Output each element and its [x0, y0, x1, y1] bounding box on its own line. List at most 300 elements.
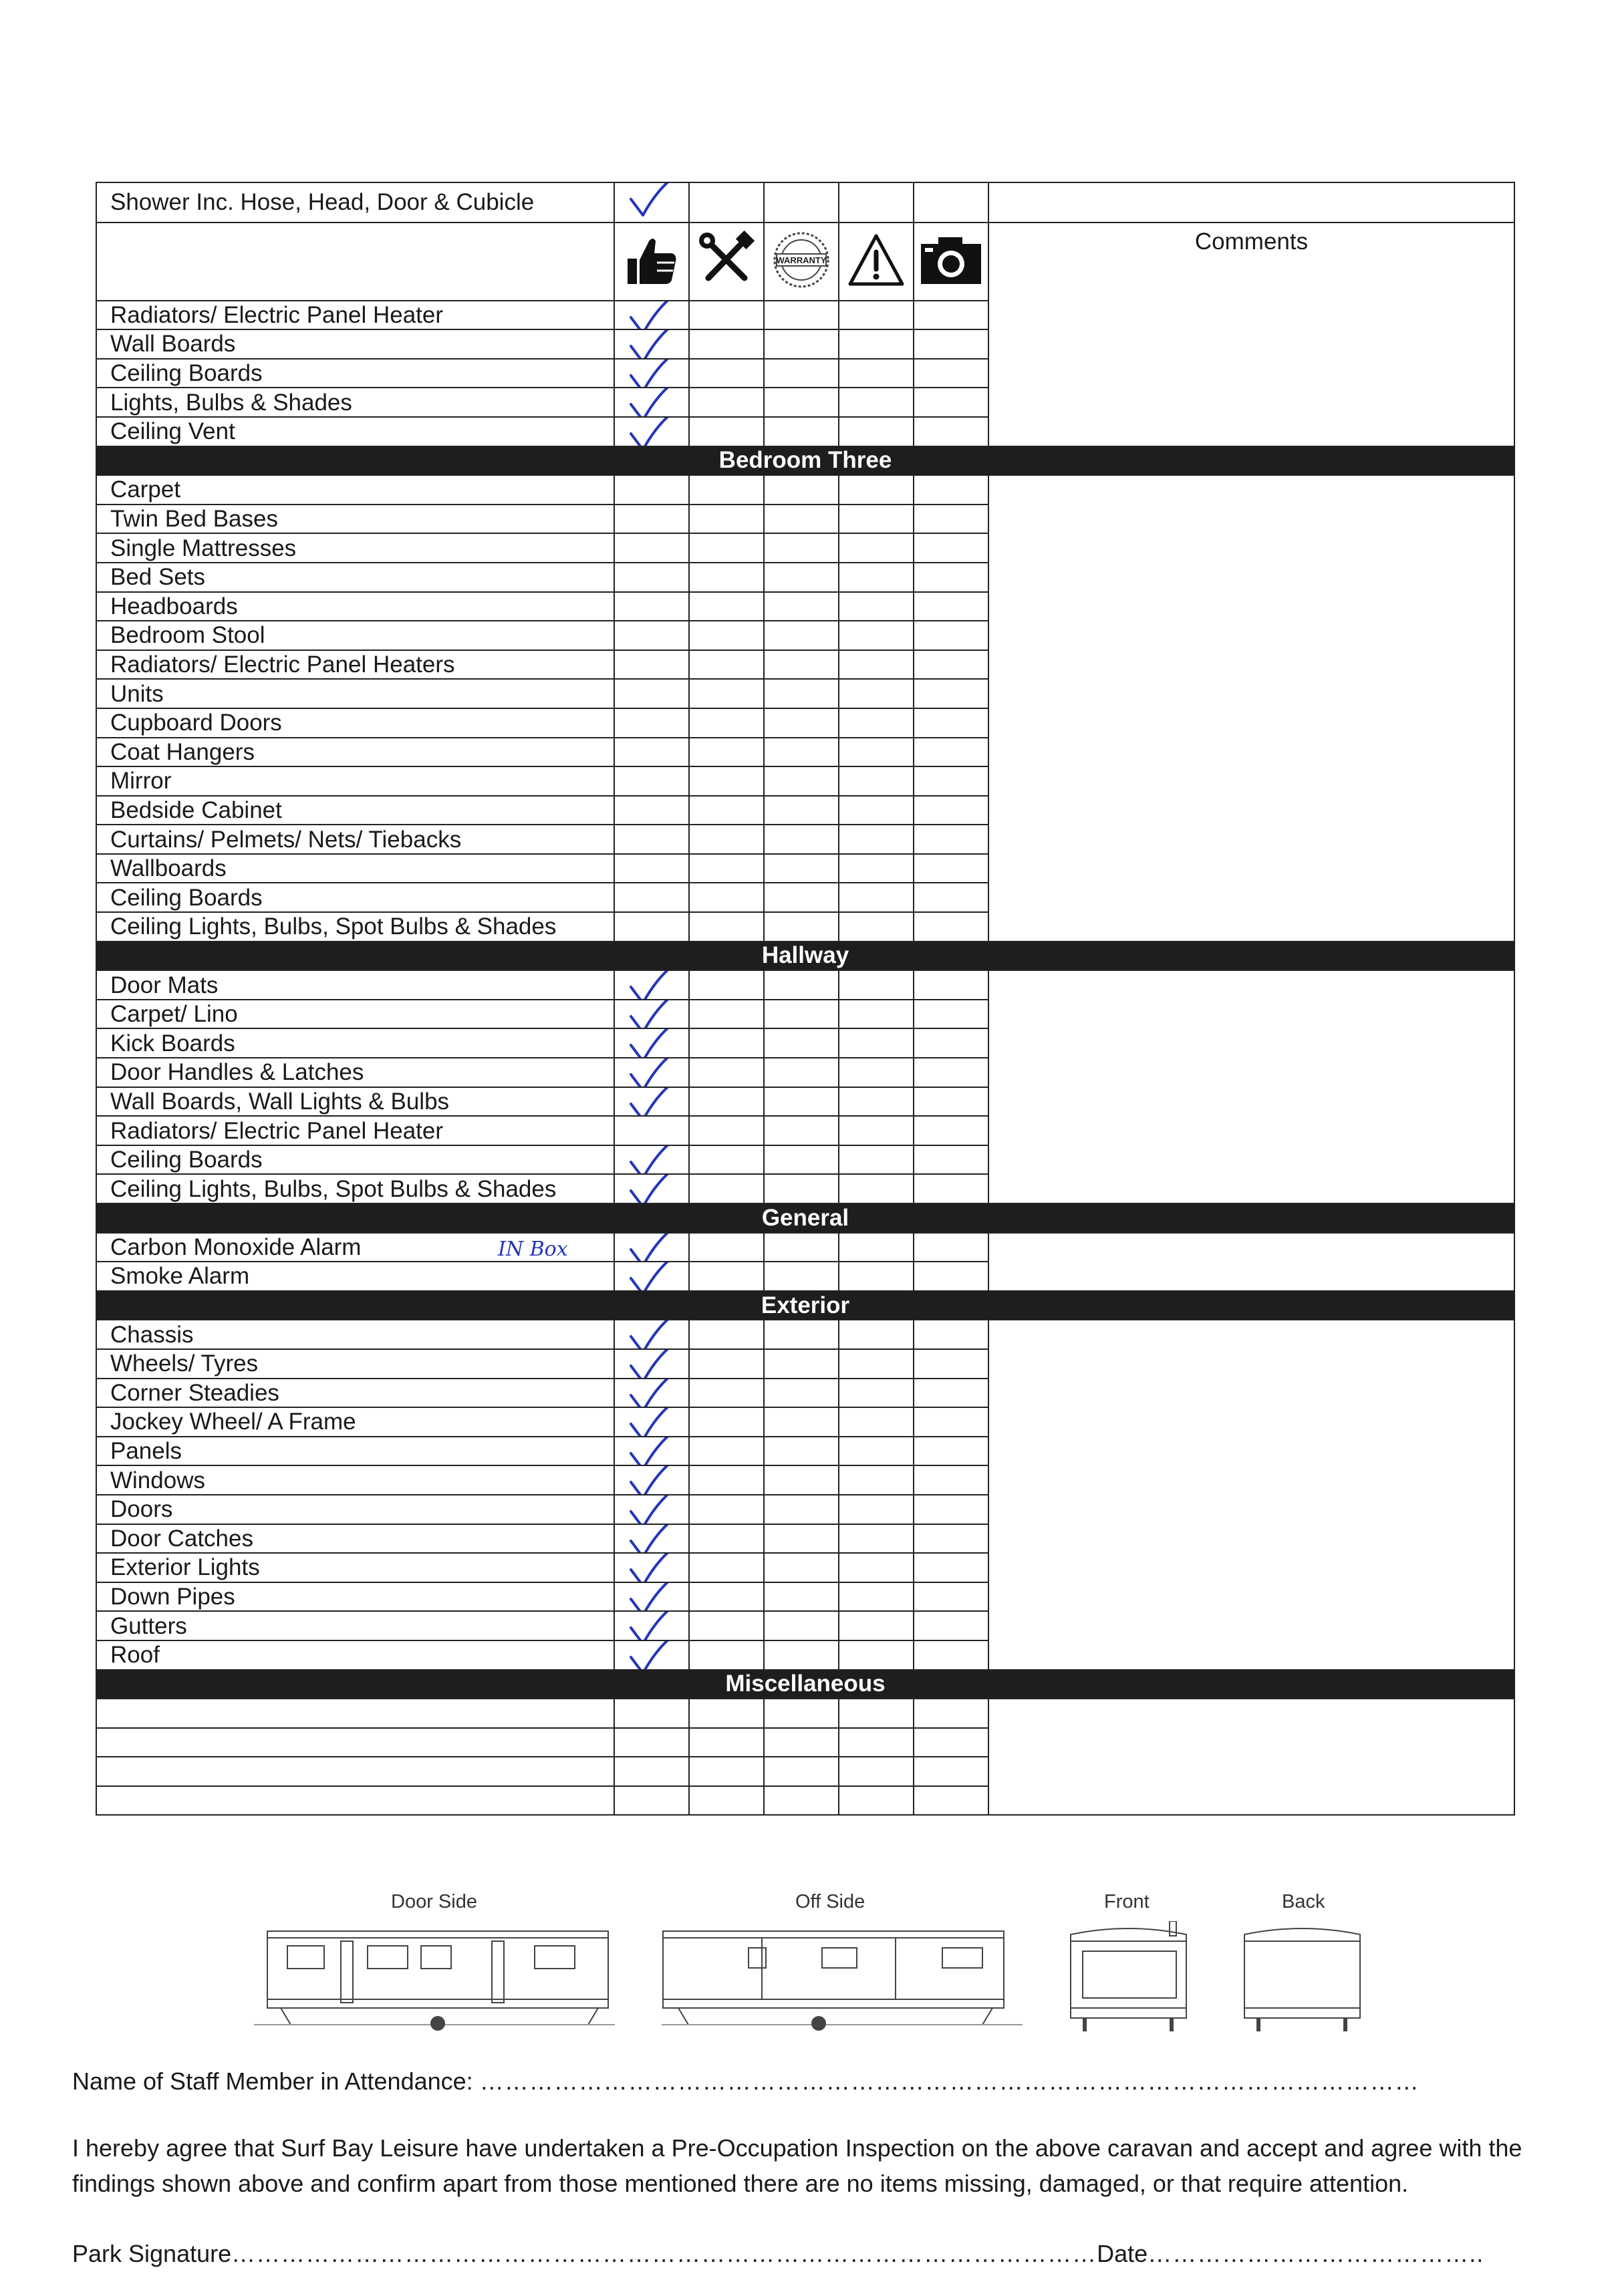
- photo-cell[interactable]: [914, 1058, 988, 1087]
- repair-cell[interactable]: [689, 1465, 764, 1495]
- photo-cell[interactable]: [914, 1728, 988, 1757]
- warning-cell[interactable]: [839, 1174, 914, 1203]
- ok-cell[interactable]: [614, 475, 689, 505]
- ok-cell[interactable]: [614, 883, 689, 912]
- repair-cell[interactable]: [689, 417, 764, 446]
- photo-cell[interactable]: [914, 359, 988, 388]
- ok-cell[interactable]: [614, 563, 689, 592]
- ok-cell[interactable]: [614, 1495, 689, 1524]
- warning-cell[interactable]: [839, 1553, 914, 1582]
- warranty-cell[interactable]: [764, 650, 839, 680]
- item-label: [96, 621, 614, 650]
- repair-cell[interactable]: [689, 1028, 764, 1058]
- item-label: [96, 329, 614, 359]
- ok-cell[interactable]: [614, 1262, 689, 1291]
- warranty-cell[interactable]: [764, 1174, 839, 1203]
- ok-cell[interactable]: [614, 1379, 689, 1408]
- warning-cell[interactable]: [839, 650, 914, 680]
- warning-cell[interactable]: [839, 970, 914, 1000]
- photo-cell[interactable]: [914, 883, 988, 912]
- blank-label-cell: [96, 223, 614, 301]
- repair-cell[interactable]: [689, 650, 764, 680]
- handwritten-tick-icon: [626, 1640, 679, 1670]
- repair-cell[interactable]: [689, 912, 764, 942]
- photo-cell[interactable]: [914, 1582, 988, 1612]
- repair-cell[interactable]: [689, 883, 764, 912]
- ok-cell[interactable]: [614, 1320, 689, 1349]
- repair-cell[interactable]: [689, 1116, 764, 1145]
- warranty-cell[interactable]: [764, 1495, 839, 1524]
- handwritten-tick-icon: [626, 1000, 679, 1029]
- section-header-row: [96, 942, 1514, 971]
- ok-cell[interactable]: [614, 1699, 689, 1728]
- warning-cell[interactable]: [839, 766, 914, 796]
- photo-cell[interactable]: [914, 563, 988, 592]
- repair-cell[interactable]: [689, 1087, 764, 1117]
- ok-cell[interactable]: [614, 1087, 689, 1117]
- thumbs-up-icon: [614, 223, 689, 301]
- warranty-cell[interactable]: [764, 1233, 839, 1262]
- warning-cell[interactable]: [839, 708, 914, 738]
- warning-cell[interactable]: [839, 533, 914, 563]
- warning-cell[interactable]: [839, 182, 914, 223]
- photo-cell[interactable]: [914, 1640, 988, 1670]
- warranty-cell[interactable]: [764, 1028, 839, 1058]
- ok-cell[interactable]: [614, 1407, 689, 1437]
- ok-cell[interactable]: [614, 825, 689, 854]
- warranty-cell[interactable]: [764, 1320, 839, 1349]
- repair-cell[interactable]: [689, 1407, 764, 1437]
- warranty-cell[interactable]: [764, 1757, 839, 1786]
- warranty-cell[interactable]: [764, 1786, 839, 1816]
- warning-cell[interactable]: [839, 592, 914, 621]
- item-label: [96, 417, 614, 446]
- warning-cell[interactable]: [839, 1582, 914, 1612]
- warranty-cell[interactable]: [764, 1640, 839, 1670]
- warranty-cell[interactable]: [764, 1582, 839, 1612]
- warranty-cell[interactable]: [764, 708, 839, 738]
- photo-cell[interactable]: [914, 825, 988, 854]
- handwritten-tick-icon: [626, 1611, 679, 1640]
- ok-cell[interactable]: [614, 1145, 689, 1175]
- warranty-cell[interactable]: [764, 563, 839, 592]
- warranty-cell[interactable]: [764, 1407, 839, 1437]
- ok-cell[interactable]: [614, 708, 689, 738]
- warning-cell[interactable]: [839, 329, 914, 359]
- repair-cell[interactable]: [689, 505, 764, 534]
- handwritten-tick-icon: [626, 1465, 679, 1495]
- section-header-row: [96, 1670, 1514, 1699]
- repair-cell[interactable]: [689, 1233, 764, 1262]
- date-label: Date: [1097, 2240, 1148, 2267]
- repair-cell[interactable]: [689, 1786, 764, 1816]
- item-label-text: Ceiling Lights, Bulbs, Spot Bulbs & Shades: [110, 913, 557, 940]
- section-header-row: [96, 446, 1514, 476]
- repair-cell[interactable]: [689, 1495, 764, 1524]
- item-label-text: Radiators/ Electric Panel Heater: [110, 301, 443, 328]
- warning-cell[interactable]: [839, 475, 914, 505]
- ok-cell[interactable]: [614, 359, 689, 388]
- photo-cell[interactable]: [914, 1699, 988, 1728]
- repair-cell[interactable]: [689, 1611, 764, 1640]
- repair-cell[interactable]: [689, 854, 764, 883]
- warning-cell[interactable]: [839, 825, 914, 854]
- warranty-cell[interactable]: [764, 1699, 839, 1728]
- warning-cell[interactable]: [839, 1116, 914, 1145]
- comments-cell[interactable]: [988, 475, 1514, 942]
- warranty-cell[interactable]: [764, 182, 839, 223]
- photo-cell[interactable]: [914, 1611, 988, 1640]
- photo-cell[interactable]: [914, 533, 988, 563]
- warning-cell[interactable]: [839, 1000, 914, 1029]
- repair-cell[interactable]: [689, 1553, 764, 1582]
- warranty-cell[interactable]: [764, 796, 839, 825]
- photo-cell[interactable]: [914, 1087, 988, 1117]
- photo-cell[interactable]: [914, 621, 988, 650]
- repair-cell[interactable]: [689, 1728, 764, 1757]
- warning-cell[interactable]: [839, 1786, 914, 1816]
- warning-cell[interactable]: [839, 1058, 914, 1087]
- ok-cell[interactable]: [614, 766, 689, 796]
- item-label-text: Bedroom Stool: [110, 622, 265, 649]
- warranty-cell[interactable]: [764, 388, 839, 417]
- handwritten-tick-icon: [626, 182, 679, 218]
- item-label: [96, 505, 614, 534]
- warning-cell[interactable]: [839, 1262, 914, 1291]
- photo-cell[interactable]: [914, 766, 988, 796]
- date-field[interactable]: …………………………………..: [1148, 2240, 1484, 2267]
- warranty-cell[interactable]: [764, 1000, 839, 1029]
- photo-cell[interactable]: [914, 738, 988, 767]
- warranty-cell[interactable]: [764, 1087, 839, 1117]
- warning-cell[interactable]: [839, 417, 914, 446]
- repair-cell[interactable]: [689, 766, 764, 796]
- photo-cell[interactable]: [914, 1407, 988, 1437]
- repair-cell[interactable]: [689, 1349, 764, 1379]
- repair-cell[interactable]: [689, 182, 764, 223]
- repair-cell[interactable]: [689, 359, 764, 388]
- warning-cell[interactable]: [839, 1407, 914, 1437]
- handwritten-tick-icon: [626, 1524, 679, 1554]
- photo-cell[interactable]: [914, 1465, 988, 1495]
- repair-cell[interactable]: [689, 1058, 764, 1087]
- repair-cell[interactable]: [689, 1145, 764, 1175]
- handwritten-tick-icon: [626, 1262, 679, 1291]
- repair-cell[interactable]: [689, 1000, 764, 1029]
- warning-cell[interactable]: [839, 738, 914, 767]
- repair-cell[interactable]: [689, 592, 764, 621]
- photo-cell[interactable]: [914, 1379, 988, 1408]
- item-label: [96, 1437, 614, 1466]
- repair-cell[interactable]: [689, 388, 764, 417]
- comments-cell[interactable]: [988, 1233, 1514, 1291]
- warranty-cell[interactable]: [764, 883, 839, 912]
- ok-cell[interactable]: [614, 1611, 689, 1640]
- item-label: [96, 912, 614, 942]
- warranty-cell[interactable]: [764, 475, 839, 505]
- photo-cell[interactable]: [914, 301, 988, 330]
- off-side-caravan-drawing: [662, 1924, 1023, 2038]
- photo-cell[interactable]: [914, 388, 988, 417]
- section-title: Hallway: [96, 942, 1514, 971]
- ok-cell[interactable]: [614, 1524, 689, 1554]
- repair-cell[interactable]: [689, 796, 764, 825]
- warning-cell[interactable]: [839, 1437, 914, 1466]
- item-label-text: Smoke Alarm: [110, 1263, 250, 1290]
- warning-cell[interactable]: [839, 1728, 914, 1757]
- ok-cell[interactable]: [614, 1028, 689, 1058]
- repair-cell[interactable]: [689, 825, 764, 854]
- photo-cell[interactable]: [914, 592, 988, 621]
- item-label: [96, 708, 614, 738]
- warning-cell[interactable]: [839, 1524, 914, 1554]
- ok-cell[interactable]: [614, 388, 689, 417]
- photo-cell[interactable]: [914, 505, 988, 534]
- warranty-cell[interactable]: [764, 1611, 839, 1640]
- repair-cell[interactable]: [689, 738, 764, 767]
- photo-cell[interactable]: [914, 1233, 988, 1262]
- repair-cell[interactable]: [689, 970, 764, 1000]
- warning-cell[interactable]: [839, 796, 914, 825]
- warning-cell[interactable]: [839, 1495, 914, 1524]
- ok-cell[interactable]: [614, 505, 689, 534]
- warranty-cell[interactable]: [764, 1349, 839, 1379]
- warning-cell[interactable]: [839, 854, 914, 883]
- warranty-cell[interactable]: [764, 854, 839, 883]
- handwritten-tick-icon: [626, 1349, 679, 1379]
- photo-cell[interactable]: [914, 970, 988, 1000]
- comments-column[interactable]: [988, 223, 1514, 446]
- ok-cell[interactable]: [614, 182, 689, 223]
- photo-cell[interactable]: [914, 1349, 988, 1379]
- warranty-cell[interactable]: [764, 738, 839, 767]
- warning-cell[interactable]: [839, 1145, 914, 1175]
- warranty-cell[interactable]: [764, 970, 839, 1000]
- photo-cell[interactable]: [914, 650, 988, 680]
- park-signature-field[interactable]: ……………………………………………………………………………………………: [231, 2240, 1097, 2267]
- warranty-cell[interactable]: [764, 1379, 839, 1408]
- photo-cell[interactable]: [914, 796, 988, 825]
- repair-cell[interactable]: [689, 533, 764, 563]
- ok-cell[interactable]: [614, 301, 689, 330]
- warning-cell[interactable]: [839, 1379, 914, 1408]
- repair-cell[interactable]: [689, 1582, 764, 1612]
- repair-cell[interactable]: [689, 621, 764, 650]
- ok-cell[interactable]: [614, 1640, 689, 1670]
- warranty-cell[interactable]: [764, 1116, 839, 1145]
- ok-cell[interactable]: [614, 854, 689, 883]
- ok-cell[interactable]: [614, 1000, 689, 1029]
- photo-cell[interactable]: [914, 1553, 988, 1582]
- item-label: [96, 970, 614, 1000]
- photo-cell[interactable]: [914, 912, 988, 942]
- warranty-cell[interactable]: [764, 1145, 839, 1175]
- ok-cell[interactable]: [614, 1786, 689, 1816]
- warning-cell[interactable]: [839, 563, 914, 592]
- photo-cell[interactable]: [914, 1437, 988, 1466]
- warning-cell[interactable]: [839, 1233, 914, 1262]
- warning-cell[interactable]: [839, 1757, 914, 1786]
- photo-cell[interactable]: [914, 1174, 988, 1203]
- repair-cell[interactable]: [689, 301, 764, 330]
- handwritten-tick-icon: [626, 1145, 679, 1175]
- photo-cell[interactable]: [914, 1757, 988, 1786]
- photo-cell[interactable]: [914, 1262, 988, 1291]
- ok-cell[interactable]: [614, 621, 689, 650]
- ok-cell[interactable]: [614, 329, 689, 359]
- warranty-cell[interactable]: [764, 329, 839, 359]
- warranty-cell[interactable]: [764, 359, 839, 388]
- photo-cell[interactable]: [914, 1116, 988, 1145]
- photo-cell[interactable]: [914, 1495, 988, 1524]
- ok-cell[interactable]: [614, 1349, 689, 1379]
- repair-cell[interactable]: [689, 1174, 764, 1203]
- item-label-text: Jockey Wheel/ A Frame: [110, 1409, 356, 1435]
- repair-cell[interactable]: [689, 1379, 764, 1408]
- item-label: [96, 1495, 614, 1524]
- comments-cell[interactable]: [988, 970, 1514, 1203]
- comments-cell[interactable]: [988, 182, 1514, 223]
- warning-cell[interactable]: [839, 1087, 914, 1117]
- ok-cell[interactable]: [614, 1116, 689, 1145]
- item-label: [96, 679, 614, 708]
- ok-cell[interactable]: [614, 1582, 689, 1612]
- warranty-cell[interactable]: [764, 1465, 839, 1495]
- warning-cell[interactable]: [839, 1028, 914, 1058]
- warranty-cell[interactable]: [764, 1553, 839, 1582]
- repair-cell[interactable]: [689, 1262, 764, 1291]
- photo-cell[interactable]: [914, 417, 988, 446]
- ok-cell[interactable]: [614, 1757, 689, 1786]
- warning-cell[interactable]: [839, 679, 914, 708]
- repair-cell[interactable]: [689, 475, 764, 505]
- warranty-cell[interactable]: [764, 533, 839, 563]
- item-label-text: Down Pipes: [110, 1584, 235, 1610]
- warning-cell[interactable]: [839, 505, 914, 534]
- item-label: [96, 1028, 614, 1058]
- item-label: [96, 1465, 614, 1495]
- warranty-cell[interactable]: [764, 1524, 839, 1554]
- warning-cell[interactable]: [839, 912, 914, 942]
- ok-cell[interactable]: [614, 1553, 689, 1582]
- ok-cell[interactable]: [614, 1728, 689, 1757]
- item-label: [96, 1116, 614, 1145]
- repair-cell[interactable]: [689, 708, 764, 738]
- repair-cell[interactable]: [689, 1757, 764, 1786]
- warning-cell[interactable]: [839, 301, 914, 330]
- photo-cell[interactable]: [914, 1028, 988, 1058]
- photo-cell[interactable]: [914, 1786, 988, 1816]
- ok-cell[interactable]: [614, 1437, 689, 1466]
- repair-cell[interactable]: [689, 1524, 764, 1554]
- photo-cell[interactable]: [914, 708, 988, 738]
- warning-cell[interactable]: [839, 1640, 914, 1670]
- repair-cell[interactable]: [689, 1437, 764, 1466]
- agreement-text: I hereby agree that Surf Bay Leisure have undertaken a Pre-Occupation Inspection on the above caravan and accept and agree with the findings shown above and confirm apart from those mentioned there are no items missing, damaged, or that require attention.: [72, 2134, 1522, 2197]
- ok-cell[interactable]: [614, 1058, 689, 1087]
- warning-cell[interactable]: [839, 883, 914, 912]
- warning-cell[interactable]: [839, 621, 914, 650]
- item-label: [96, 1379, 614, 1408]
- photo-cell[interactable]: [914, 329, 988, 359]
- comments-cell[interactable]: [988, 1320, 1514, 1669]
- warning-cell[interactable]: [839, 1611, 914, 1640]
- warning-cell[interactable]: [839, 359, 914, 388]
- repair-cell[interactable]: [689, 1640, 764, 1670]
- item-label: [96, 1786, 614, 1816]
- handwritten-tick-icon: [626, 301, 679, 330]
- comments-cell[interactable]: [988, 1699, 1514, 1815]
- item-label: [96, 766, 614, 796]
- photo-cell[interactable]: [914, 182, 988, 223]
- warning-cell[interactable]: [839, 1699, 914, 1728]
- warranty-cell[interactable]: [764, 825, 839, 854]
- ok-cell[interactable]: [614, 1465, 689, 1495]
- warranty-cell[interactable]: [764, 301, 839, 330]
- handwritten-tick-icon: [626, 1174, 679, 1203]
- item-label: [96, 475, 614, 505]
- warning-cell[interactable]: [839, 1349, 914, 1379]
- warranty-cell[interactable]: [764, 766, 839, 796]
- repair-cell[interactable]: [689, 563, 764, 592]
- ok-cell[interactable]: [614, 970, 689, 1000]
- ok-cell[interactable]: [614, 533, 689, 563]
- ok-cell[interactable]: [614, 679, 689, 708]
- repair-cell[interactable]: [689, 1699, 764, 1728]
- warning-cell[interactable]: [839, 1465, 914, 1495]
- photo-cell[interactable]: [914, 679, 988, 708]
- ok-cell[interactable]: [614, 650, 689, 680]
- repair-cell[interactable]: [689, 1320, 764, 1349]
- ok-cell[interactable]: [614, 796, 689, 825]
- photo-cell[interactable]: [914, 1145, 988, 1175]
- photo-cell[interactable]: [914, 1524, 988, 1554]
- ok-cell[interactable]: [614, 417, 689, 446]
- handwritten-tick-icon: [626, 1379, 679, 1408]
- ok-cell[interactable]: [614, 1233, 689, 1262]
- warranty-cell[interactable]: [764, 1262, 839, 1291]
- item-label: [96, 1174, 614, 1203]
- item-label: [96, 182, 614, 223]
- warranty-cell[interactable]: [764, 505, 839, 534]
- warranty-cell[interactable]: [764, 679, 839, 708]
- ok-cell[interactable]: [614, 738, 689, 767]
- warranty-cell[interactable]: [764, 621, 839, 650]
- item-label-text: Windows: [110, 1467, 205, 1493]
- ok-cell[interactable]: [614, 592, 689, 621]
- staff-member-field[interactable]: ……………………………………………………………………………………………………: [479, 2067, 1420, 2095]
- item-label: [96, 1320, 614, 1349]
- item-label: [96, 533, 614, 563]
- warranty-cell[interactable]: [764, 417, 839, 446]
- photo-cell[interactable]: [914, 1000, 988, 1029]
- photo-cell[interactable]: [914, 475, 988, 505]
- repair-cell[interactable]: [689, 679, 764, 708]
- photo-cell[interactable]: [914, 854, 988, 883]
- photo-cell[interactable]: [914, 1320, 988, 1349]
- warranty-cell[interactable]: [764, 912, 839, 942]
- warning-cell[interactable]: [839, 1320, 914, 1349]
- warranty-cell[interactable]: [764, 1728, 839, 1757]
- ok-cell[interactable]: [614, 912, 689, 942]
- warranty-cell[interactable]: [764, 592, 839, 621]
- ok-cell[interactable]: [614, 1174, 689, 1203]
- repair-cell[interactable]: [689, 329, 764, 359]
- handwritten-tick-icon: [626, 1407, 679, 1437]
- warning-cell[interactable]: [839, 388, 914, 417]
- warranty-cell[interactable]: [764, 1058, 839, 1087]
- warranty-cell[interactable]: [764, 1437, 839, 1466]
